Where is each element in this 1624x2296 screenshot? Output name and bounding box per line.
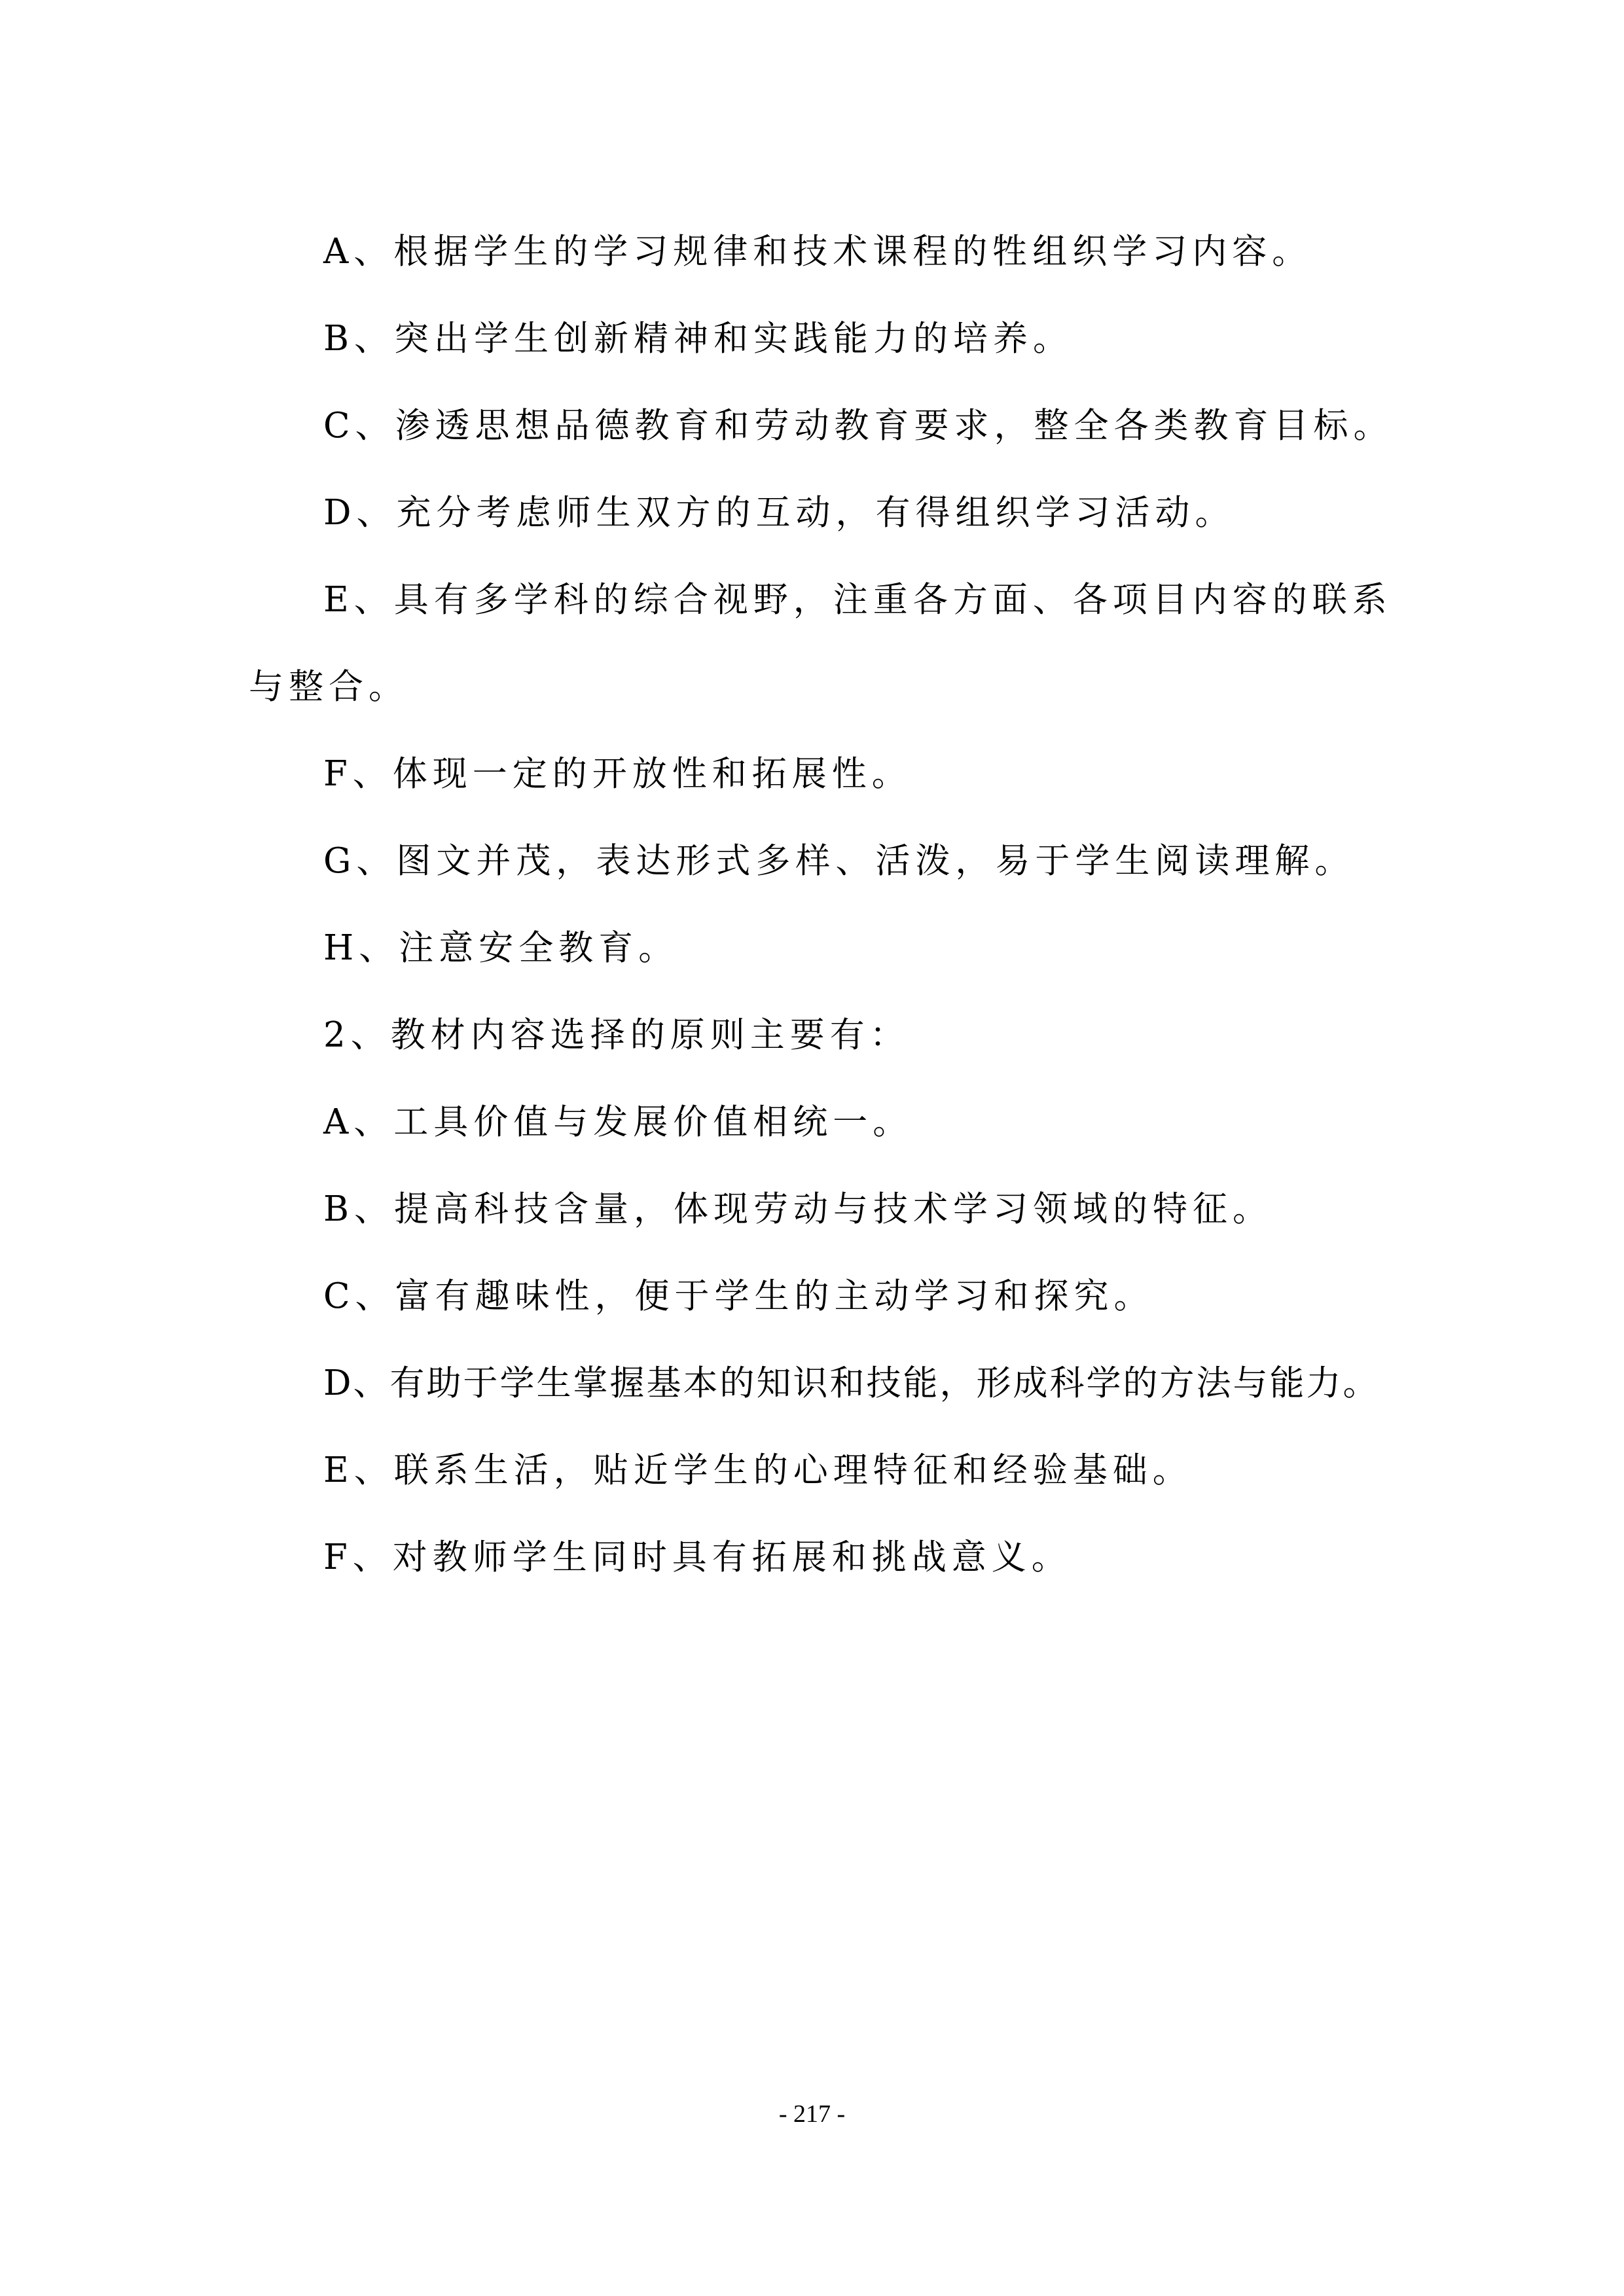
paragraph: H、注意安全教育。 bbox=[323, 928, 679, 968]
paragraph: E、联系生活，贴近学生的心理特征和经验基础。 bbox=[323, 1450, 1193, 1490]
page-number: - 217 - bbox=[778, 2100, 846, 2128]
paragraph: 2、教材内容选择的原则主要有： bbox=[323, 1015, 910, 1055]
paragraph: A、工具价值与发展价值相统一。 bbox=[323, 1102, 913, 1142]
paragraph: A、根据学生的学习规律和技术课程的牲组织学习内容。 bbox=[323, 232, 1312, 272]
paragraph: E、具有多学科的综合视野，注重各方面、各项目内容的联系与整合。 bbox=[249, 580, 1392, 707]
document-body bbox=[249, 208, 1401, 1601]
paragraph: C、渗透思想品德教育和劳动教育要求，整全各类教育目标。 bbox=[323, 406, 1394, 446]
paragraph: F、对教师学生同时具有拓展和挑战意义。 bbox=[323, 1537, 1072, 1577]
paragraph: C、富有趣味性，便于学生的主动学习和探究。 bbox=[323, 1276, 1154, 1316]
paragraph: B、提高科技含量，体现劳动与技术学习领域的特征。 bbox=[323, 1189, 1272, 1229]
paragraph: B、突出学生创新精神和实践能力的培养。 bbox=[323, 319, 1073, 359]
paragraph: G、图文并茂，表达形式多样、活泼，易于学生阅读理解。 bbox=[323, 841, 1355, 881]
paragraph: D、有助于学生掌握基本的知识和技能，形成科学的方法与能力。 bbox=[323, 1363, 1380, 1403]
paragraph: F、体现一定的开放性和拓展性。 bbox=[323, 754, 912, 794]
paragraph: D、充分考虑师生双方的互动，有得组织学习活动。 bbox=[323, 493, 1235, 533]
